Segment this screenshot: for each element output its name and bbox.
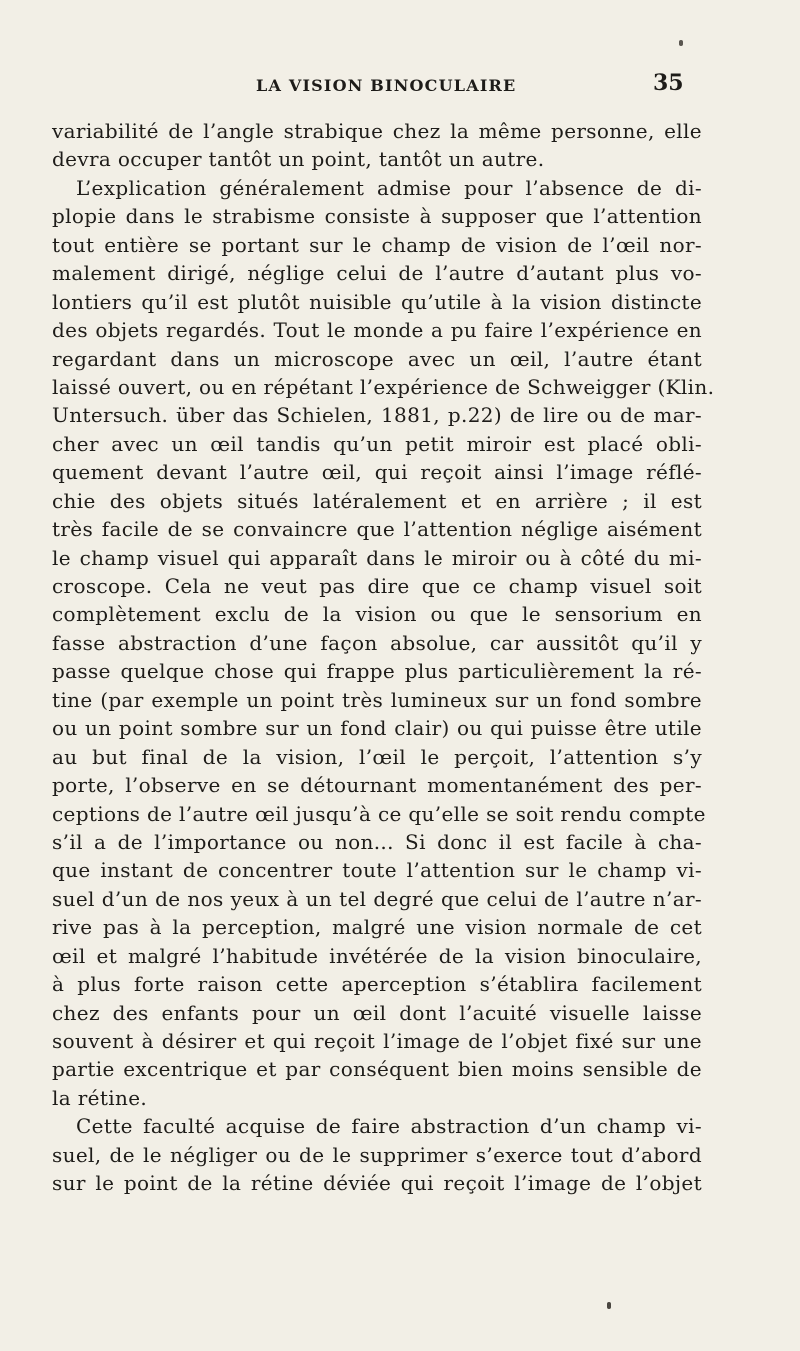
body-text: [52, 117, 715, 1198]
text-line: souvent à désirer et qui reçoit l’image de l’objet fixé sur une: [52, 1029, 702, 1053]
text-line: regardant dans un microscope avec un œil, l’autre étant: [52, 346, 702, 371]
text-line: sur le point de la rétine déviée qui reçoit l’image de l’objet: [52, 1171, 702, 1196]
text-line: au but final de la vision, l’œil le perçoit, l’attention s’y: [52, 744, 702, 769]
text-line: des objets regardés. Tout le monde a pu faire l’expérience en: [52, 318, 702, 343]
text-line: tine (par exemple un point très lumineux sur un fond sombre: [52, 687, 702, 712]
text-line: le champ visuel qui apparaît dans le miroir ou à côté du mi-: [52, 545, 702, 570]
text-line: quement devant l’autre œil, qui reçoit ainsi l’image réflé-: [52, 460, 702, 485]
text-line: laissé ouvert, ou en répétant l’expérience de Schweigger (Klin.: [52, 374, 715, 399]
text-line: suel, de le négliger ou de le supprimer s’exerce tout d’abord: [52, 1142, 702, 1167]
text-line: chez des enfants pour un œil dont l’acuité visuelle laisse: [52, 1000, 702, 1025]
text-line: croscope. Cela ne veut pas dire que ce champ visuel soit: [52, 574, 702, 598]
text-line: fasse abstraction d’une façon absolue, car aussitôt qu’il y: [52, 630, 702, 655]
ink-speck: [679, 40, 683, 46]
text-line: que instant de concentrer toute l’attention sur le champ vi-: [52, 858, 702, 883]
text-line: tout entière se portant sur le champ de vision de l’œil nor-: [52, 232, 702, 257]
paragraph-start-line: L’explication généralement admise pour l’absence de di-: [76, 175, 702, 200]
text-line: chie des objets situés latéralement et en arrière ; il est: [52, 488, 702, 513]
text-line: plopie dans le strabisme consiste à supposer que l’attention: [52, 204, 702, 229]
text-line: à plus forte raison cette aperception s’établira facilement: [52, 972, 702, 997]
page-number: 35: [653, 70, 684, 96]
text-line: partie excentrique et par conséquent bien moins sensible de: [52, 1057, 702, 1082]
text-line: la rétine.: [52, 1085, 148, 1110]
text-line: très facile de se convaincre que l’attention néglige aisément: [52, 517, 702, 542]
running-title: LA VISION BINOCULAIRE: [256, 76, 517, 95]
paragraph-start-line: Cette faculté acquise de faire abstraction d’un champ vi-: [76, 1114, 702, 1139]
text-line: Untersuch. über das Schielen, 1881, p.22) de lire ou de mar-: [52, 403, 702, 428]
text-line: œil et malgré l’habitude invétérée de la vision binoculaire,: [52, 943, 702, 968]
text-line: suel d’un de nos yeux à un tel degré que celui de l’autre n’ar-: [52, 886, 702, 911]
text-line: complètement exclu de la vision ou que le sensorium en: [52, 602, 702, 627]
text-line: s’il a de l’importance ou non... Si donc il est facile à cha-: [52, 829, 702, 854]
text-line: rive pas à la perception, malgré une vision normale de cet: [52, 915, 702, 940]
text-line: ou un point sombre sur un fond clair) ou qui puisse être utile: [52, 716, 702, 741]
text-line: variabilité de l’angle strabique chez la même personne, elle: [52, 119, 702, 143]
text-line: porte, l’observe en se détournant momentanément des per-: [52, 773, 702, 798]
ink-speck: [607, 1302, 611, 1309]
text-line: lontiers qu’il est plutôt nuisible qu’utile à la vision distincte: [52, 289, 702, 314]
text-line: malement dirigé, néglige celui de l’autre d’autant plus vo-: [52, 261, 702, 286]
running-head: [0, 70, 800, 104]
text-line: ceptions de l’autre œil jusqu’à ce qu’elle se soit rendu compte: [52, 801, 706, 826]
text-line: devra occuper tantôt un point, tantôt un autre.: [52, 147, 545, 172]
text-line: cher avec un œil tandis qu’un petit miroir est placé obli-: [52, 431, 702, 456]
text-line: passe quelque chose qui frappe plus particulièrement la ré-: [52, 659, 702, 684]
